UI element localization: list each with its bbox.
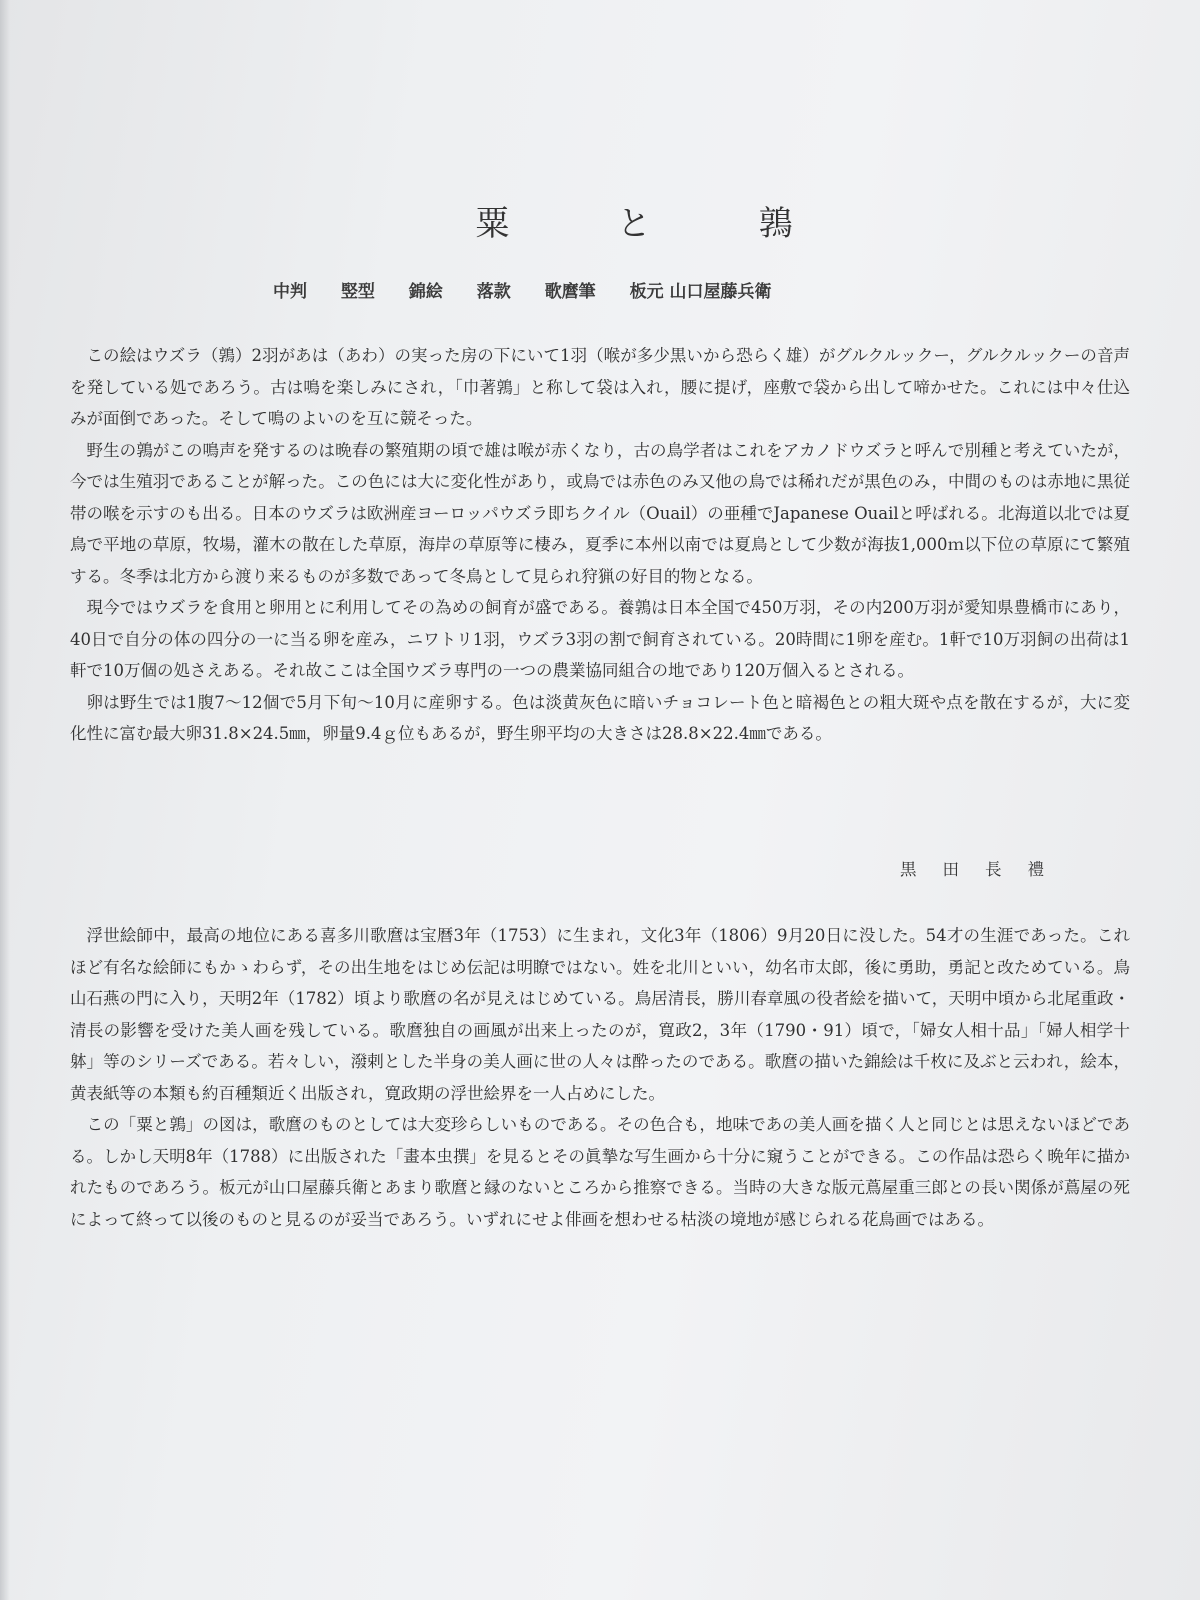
- publisher: 板元 山口屋藤兵衛: [629, 282, 772, 302]
- bird-description-section: [70, 340, 1130, 750]
- paragraph: 野生の鶉がこの鳴声を発するのは晩春の繁殖期の頃で雄は喉が赤くなり，古の鳥学者はこれをアカノドウズラと呼んで別種と考えていたが，今では生殖羽であることが解った。この色には大に変化性があり，或鳥では赤色のみ又他の鳥では稀れだが黒色のみ，中間のものは赤地に黒従帯の喉を示すのも出る。日本のウズラは欧洲産ヨーロッパウズラ即ちクイル（Ouail）の亜種でJapanese Ouailと呼ばれる。北海道以北では夏鳥で平地の草原，牧場，灌木の散在した草原，海岸の草原等に棲み，夏季に本州以南では夏鳥として少数が海抜1,000ｍ以下位の草原にて繁殖する。冬季は北方から渡り来るものが多数であって冬鳥として見られ狩猟の好目的物となる。: [70, 440, 1130, 586]
- title-char-3: 鶉: [758, 204, 795, 244]
- title-char-1: 粟: [475, 204, 512, 244]
- title-char-2: と: [617, 204, 653, 244]
- print-format: 竪型: [340, 282, 375, 302]
- signature-label: 落款: [476, 282, 511, 302]
- paragraph: 現今ではウズラを食用と卵用とに利用してその為めの飼育が盛である。養鶉は日本全国で450万羽，その内200万羽が愛知県豊橋市にあり，40日で自分の体の四分の一に当る卵を産み，ニワトリ1羽，ウズラ3羽の割で飼育されている。20時間に1卵を産む。1軒で10万羽飼の出荷は1軒で10万個の処さえある。それ故ここは全国ウズラ専門の一つの農業協同組合の地であり120万個入るとされる。: [70, 598, 1130, 680]
- paragraph: 卵は野生では1腹7〜12個で5月下旬〜10月に産卵する。色は淡黄灰色に暗いチョコレート色と暗褐色との粗大斑や点を散在するが，大に変化性に富む最大卵31.8×24.5㎜，卵量9.4ｇ位もあるが，野生卵平均の大きさは28.8×22.4㎜である。: [70, 692, 1130, 743]
- document-page: [70, 0, 1130, 1600]
- print-size: 中判: [273, 282, 307, 302]
- paragraph: 浮世絵師中，最高の地位にある喜多川歌麿は宝暦3年（1753）に生まれ，文化3年（1806）9月20日に没した。54才の生涯であった。これほど有名な絵師にもかゝわらず，その出生地をはじめ伝記は明瞭ではない。姓を北川といい，幼名市太郎，後に勇助，勇記と改ためている。鳥山石燕の門に入り，天明2年（1782）頃より歌麿の名が見えはじめている。鳥居清長，勝川春章風の役者絵を描いて，天明中頃から北尾重政・清長の影響を受けた美人画を残している。歌麿独自の画風が出来上ったのが，寛政2，3年（1790・91）頃で，「婦女人相十品」「婦人相学十躰」等のシリーズである。若々しい，潑剌とした半身の美人画に世の人々は酔ったのである。歌麿の描いた錦絵は千枚に及ぶと云われ，絵本，黄表紙等の本類も約百種類近く出版され，寛政期の浮世絵界を一人占めにした。: [70, 926, 1130, 1103]
- artist-description-section: [70, 920, 1130, 1235]
- print-details: [273, 277, 800, 302]
- section-author: 黒田長禮: [900, 860, 1070, 879]
- page-title: [70, 196, 1200, 245]
- page-edge-shadow: [0, 0, 10, 1600]
- signature: 歌麿筆: [544, 282, 596, 302]
- paragraph: この「粟と鶉」の図は，歌麿のものとしては大変珍らしいものである。その色合も，地味であの美人画を描く人と同じとは思えないほどである。しかし天明8年（1788）に出版された「畫本虫撰」を見るとその眞摯な写生画から十分に窺うことができる。この作品は恐らく晩年に描かれたものであろう。板元が山口屋藤兵衛とあまり歌麿と縁のないところから推察できる。当時の大きな版元蔦屋重三郎との長い関係が蔦屋の死によって終って以後のものと見るのが妥当であろう。いずれにせよ俳画を想わせる枯淡の境地が感じられる花鳥画ではある。: [70, 1115, 1130, 1229]
- print-type: 錦絵: [408, 282, 443, 302]
- paragraph: この絵はウズラ（鶉）2羽があは（あわ）の実った房の下にいて1羽（喉が多少黒いから恐らく雄）がグルクルックー，グルクルックーの音声を発している処であろう。古は鳴を楽しみにされ，「巾著鶉」と称して袋は入れ，腰に提げ，座敷で袋から出して啼かせた。これには中々仕込みが面倒であった。そして鳴のよいのを互に競そった。: [70, 346, 1130, 428]
